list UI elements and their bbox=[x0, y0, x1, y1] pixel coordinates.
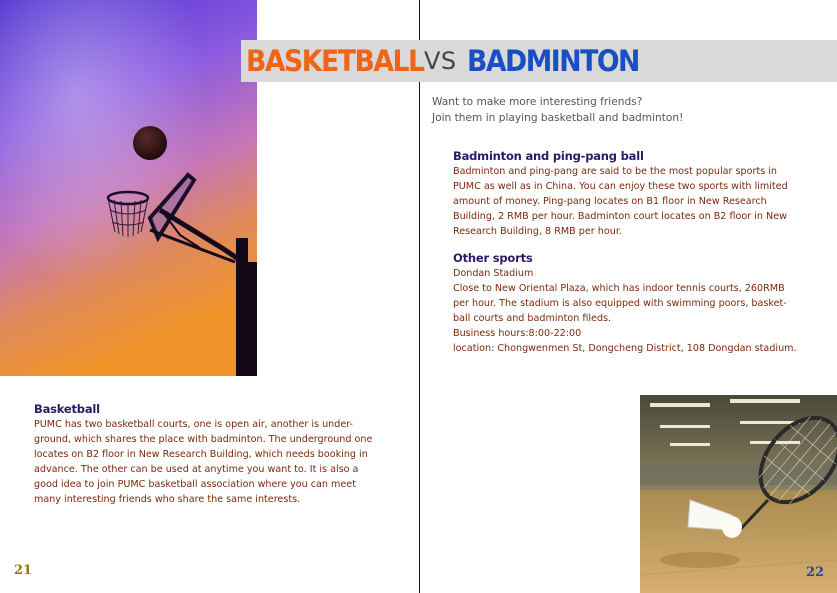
badminton-line: PUMC as well as in China. You can enjoy these two sports with limited bbox=[453, 181, 788, 192]
badminton-line: Research Building, 8 RMB per hour. bbox=[453, 226, 622, 237]
other-sports-line: Business hours:8:00-22:00 bbox=[453, 328, 582, 339]
intro-line: Want to make more interesting friends? bbox=[432, 96, 643, 108]
other-sports-line: Dondan Stadium bbox=[453, 268, 534, 279]
badminton-shuttlecock-photo bbox=[640, 395, 837, 593]
badminton-body bbox=[453, 164, 808, 239]
title-vs: VS bbox=[424, 47, 457, 75]
badminton-line: Building, 2 RMB per hour. Badminton court locates on B2 floor in New bbox=[453, 211, 787, 222]
basketball-line: locates on B2 floor in New Research Building, which needs booking in bbox=[34, 449, 368, 460]
page-number-right: 22 bbox=[806, 565, 825, 580]
basketball-hoop-photo bbox=[0, 0, 257, 376]
other-sports-body bbox=[453, 266, 813, 356]
basketball-line: many interesting friends who share the same interests. bbox=[34, 494, 301, 505]
intro-text bbox=[432, 94, 812, 126]
badminton-section bbox=[453, 149, 808, 239]
other-sports-section bbox=[453, 251, 813, 356]
page-divider bbox=[419, 0, 420, 593]
page-number-left: 21 bbox=[14, 563, 33, 578]
other-sports-line: location: Chongwenmen St, Dongcheng District, 108 Dongdan stadium. bbox=[453, 343, 797, 354]
title-banner bbox=[241, 40, 837, 82]
other-sports-line: per hour. The stadium is also equipped with swimming poors, basket- bbox=[453, 298, 787, 309]
badminton-heading: Badminton and ping-pang ball bbox=[453, 149, 644, 163]
basketball-line: ground, which shares the place with badminton. The underground one bbox=[34, 434, 373, 445]
basketball-body bbox=[34, 417, 384, 507]
other-sports-line: Close to New Oriental Plaza, which has indoor tennis courts, 260RMB bbox=[453, 283, 785, 294]
badminton-line: Badminton and ping-pang are said to be the most popular sports in bbox=[453, 166, 777, 177]
basketball-heading: Basketball bbox=[34, 402, 100, 416]
basketball-line: good idea to join PUMC basketball association where you can meet bbox=[34, 479, 356, 490]
other-sports-heading: Other sports bbox=[453, 251, 533, 265]
title-badminton: BADMINTON bbox=[466, 44, 639, 78]
basketball-line: PUMC has two basketball courts, one is open air, another is under- bbox=[34, 419, 354, 430]
other-sports-line: ball courts and badminton fileds. bbox=[453, 313, 612, 324]
basketball-section bbox=[34, 402, 384, 507]
basketball-line: advance. The other can be used at anytime you want to. It is also a bbox=[34, 464, 359, 475]
intro-line: Join them in playing basketball and badminton! bbox=[432, 112, 684, 124]
title-basketball: BASKETBALL bbox=[246, 44, 424, 78]
badminton-line: amount of money. Ping-pang locates on B1 floor in New Research bbox=[453, 196, 767, 207]
